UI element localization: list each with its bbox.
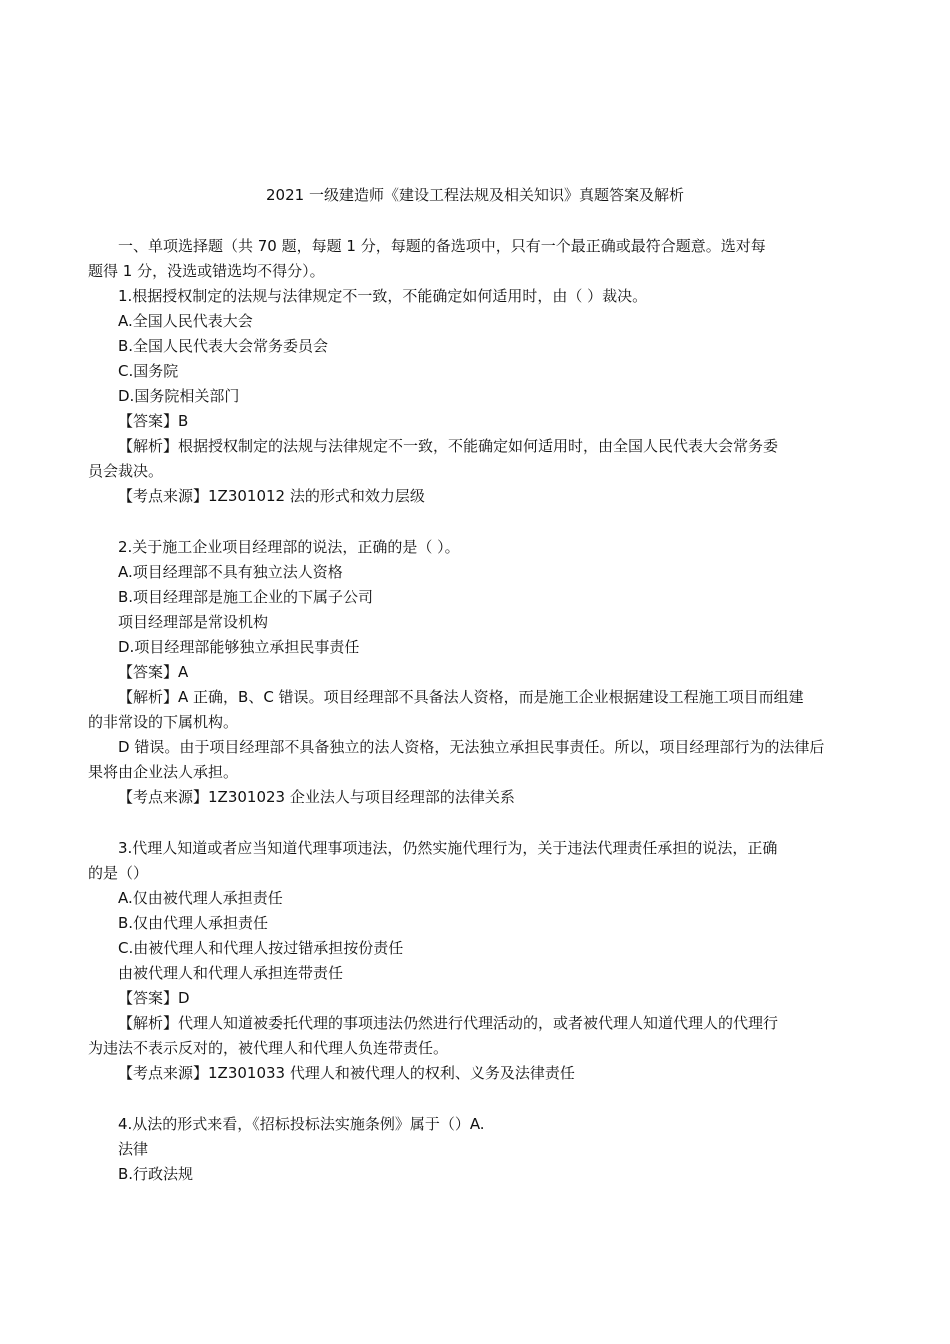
question-3-analysis-line-1: 【解析】代理人知道被委托代理的事项违法仍然进行代理活动的，或者被代理人知道代理人的代理行 (118, 1014, 779, 1032)
question-2-analysis-line-4: 果将由企业法人承担。 (88, 763, 239, 781)
section-heading-line-1: 一、单项选择题（共 70 题，每题 1 分，每题的备选项中，只有一个最正确或最符合题意。选对每 (118, 237, 766, 255)
question-3-option-c: C.由被代理人和代理人按过错承担按份责任 (118, 939, 404, 957)
question-2-option-b: B.项目经理部是施工企业的下属子公司 (118, 588, 374, 606)
question-2-source: 【考点来源】1Z301023 企业法人与项目经理部的法律关系 (118, 788, 515, 806)
section-heading-line-2: 题得 1 分，没选或错选均不得分）。 (88, 262, 325, 280)
question-3-analysis-line-2: 为违法不表示反对的，被代理人和代理人负连带责任。 (88, 1039, 449, 1057)
question-3-stem-line-2: 的是（） (88, 864, 149, 882)
question-4-option-b: B.行政法规 (118, 1165, 194, 1183)
question-1-option-c: C.国务院 (118, 362, 179, 380)
question-1-analysis-line-1: 【解析】根据授权制定的法规与法律规定不一致，不能确定如何适用时，由全国人民代表大会常务委 (118, 437, 779, 455)
question-3-option-d: 由被代理人和代理人承担连带责任 (118, 964, 344, 982)
question-2-option-d: D.项目经理部能够独立承担民事责任 (118, 638, 360, 656)
question-1-analysis-line-2: 员会裁决。 (88, 462, 164, 480)
question-2-answer: 【答案】A (118, 663, 189, 681)
question-3-source: 【考点来源】1Z301033 代理人和被代理人的权利、义务及法律责任 (118, 1064, 575, 1082)
question-3-option-b: B.仅由代理人承担责任 (118, 914, 269, 932)
question-1-option-b: B.全国人民代表大会常务委员会 (118, 337, 329, 355)
question-1-stem: 1.根据授权制定的法规与法律规定不一致，不能确定如何适用时，由（ ）裁决。 (118, 287, 648, 305)
question-3-answer: 【答案】D (118, 989, 190, 1007)
question-2-analysis-line-2: 的非常设的下属机构。 (88, 713, 239, 731)
question-2-stem: 2.关于施工企业项目经理部的说法，正确的是（ ）。 (118, 538, 460, 556)
question-1-option-a: A.全国人民代表大会 (118, 312, 253, 330)
question-2-analysis-line-3: D 错误。由于项目经理部不具备独立的法人资格，无法独立承担民事责任。所以，项目经理部行为的法律后 (118, 738, 825, 756)
question-1-option-d: D.国务院相关部门 (118, 387, 240, 405)
question-2-option-a: A.项目经理部不具有独立法人资格 (118, 563, 343, 581)
question-3-option-a: A.仅由被代理人承担责任 (118, 889, 283, 907)
question-2-analysis-line-1: 【解析】A 正确，B、C 错误。项目经理部不具备法人资格，而是施工企业根据建设工程施工项目而组建 (118, 688, 804, 706)
question-4-stem: 4.从法的形式来看，《招标投标法实施条例》属于（）A. (118, 1115, 485, 1133)
question-1-answer: 【答案】B (118, 412, 189, 430)
document-title: 2021 一级建造师《建设工程法规及相关知识》真题答案及解析 (266, 186, 684, 204)
question-3-stem-line-1: 3.代理人知道或者应当知道代理事项违法，仍然实施代理行为，关于违法代理责任承担的说法，正确 (118, 839, 778, 857)
question-1-source: 【考点来源】1Z301012 法的形式和效力层级 (118, 487, 425, 505)
question-2-option-c: 项目经理部是常设机构 (118, 613, 269, 631)
question-4-option-a: 法律 (118, 1140, 149, 1158)
